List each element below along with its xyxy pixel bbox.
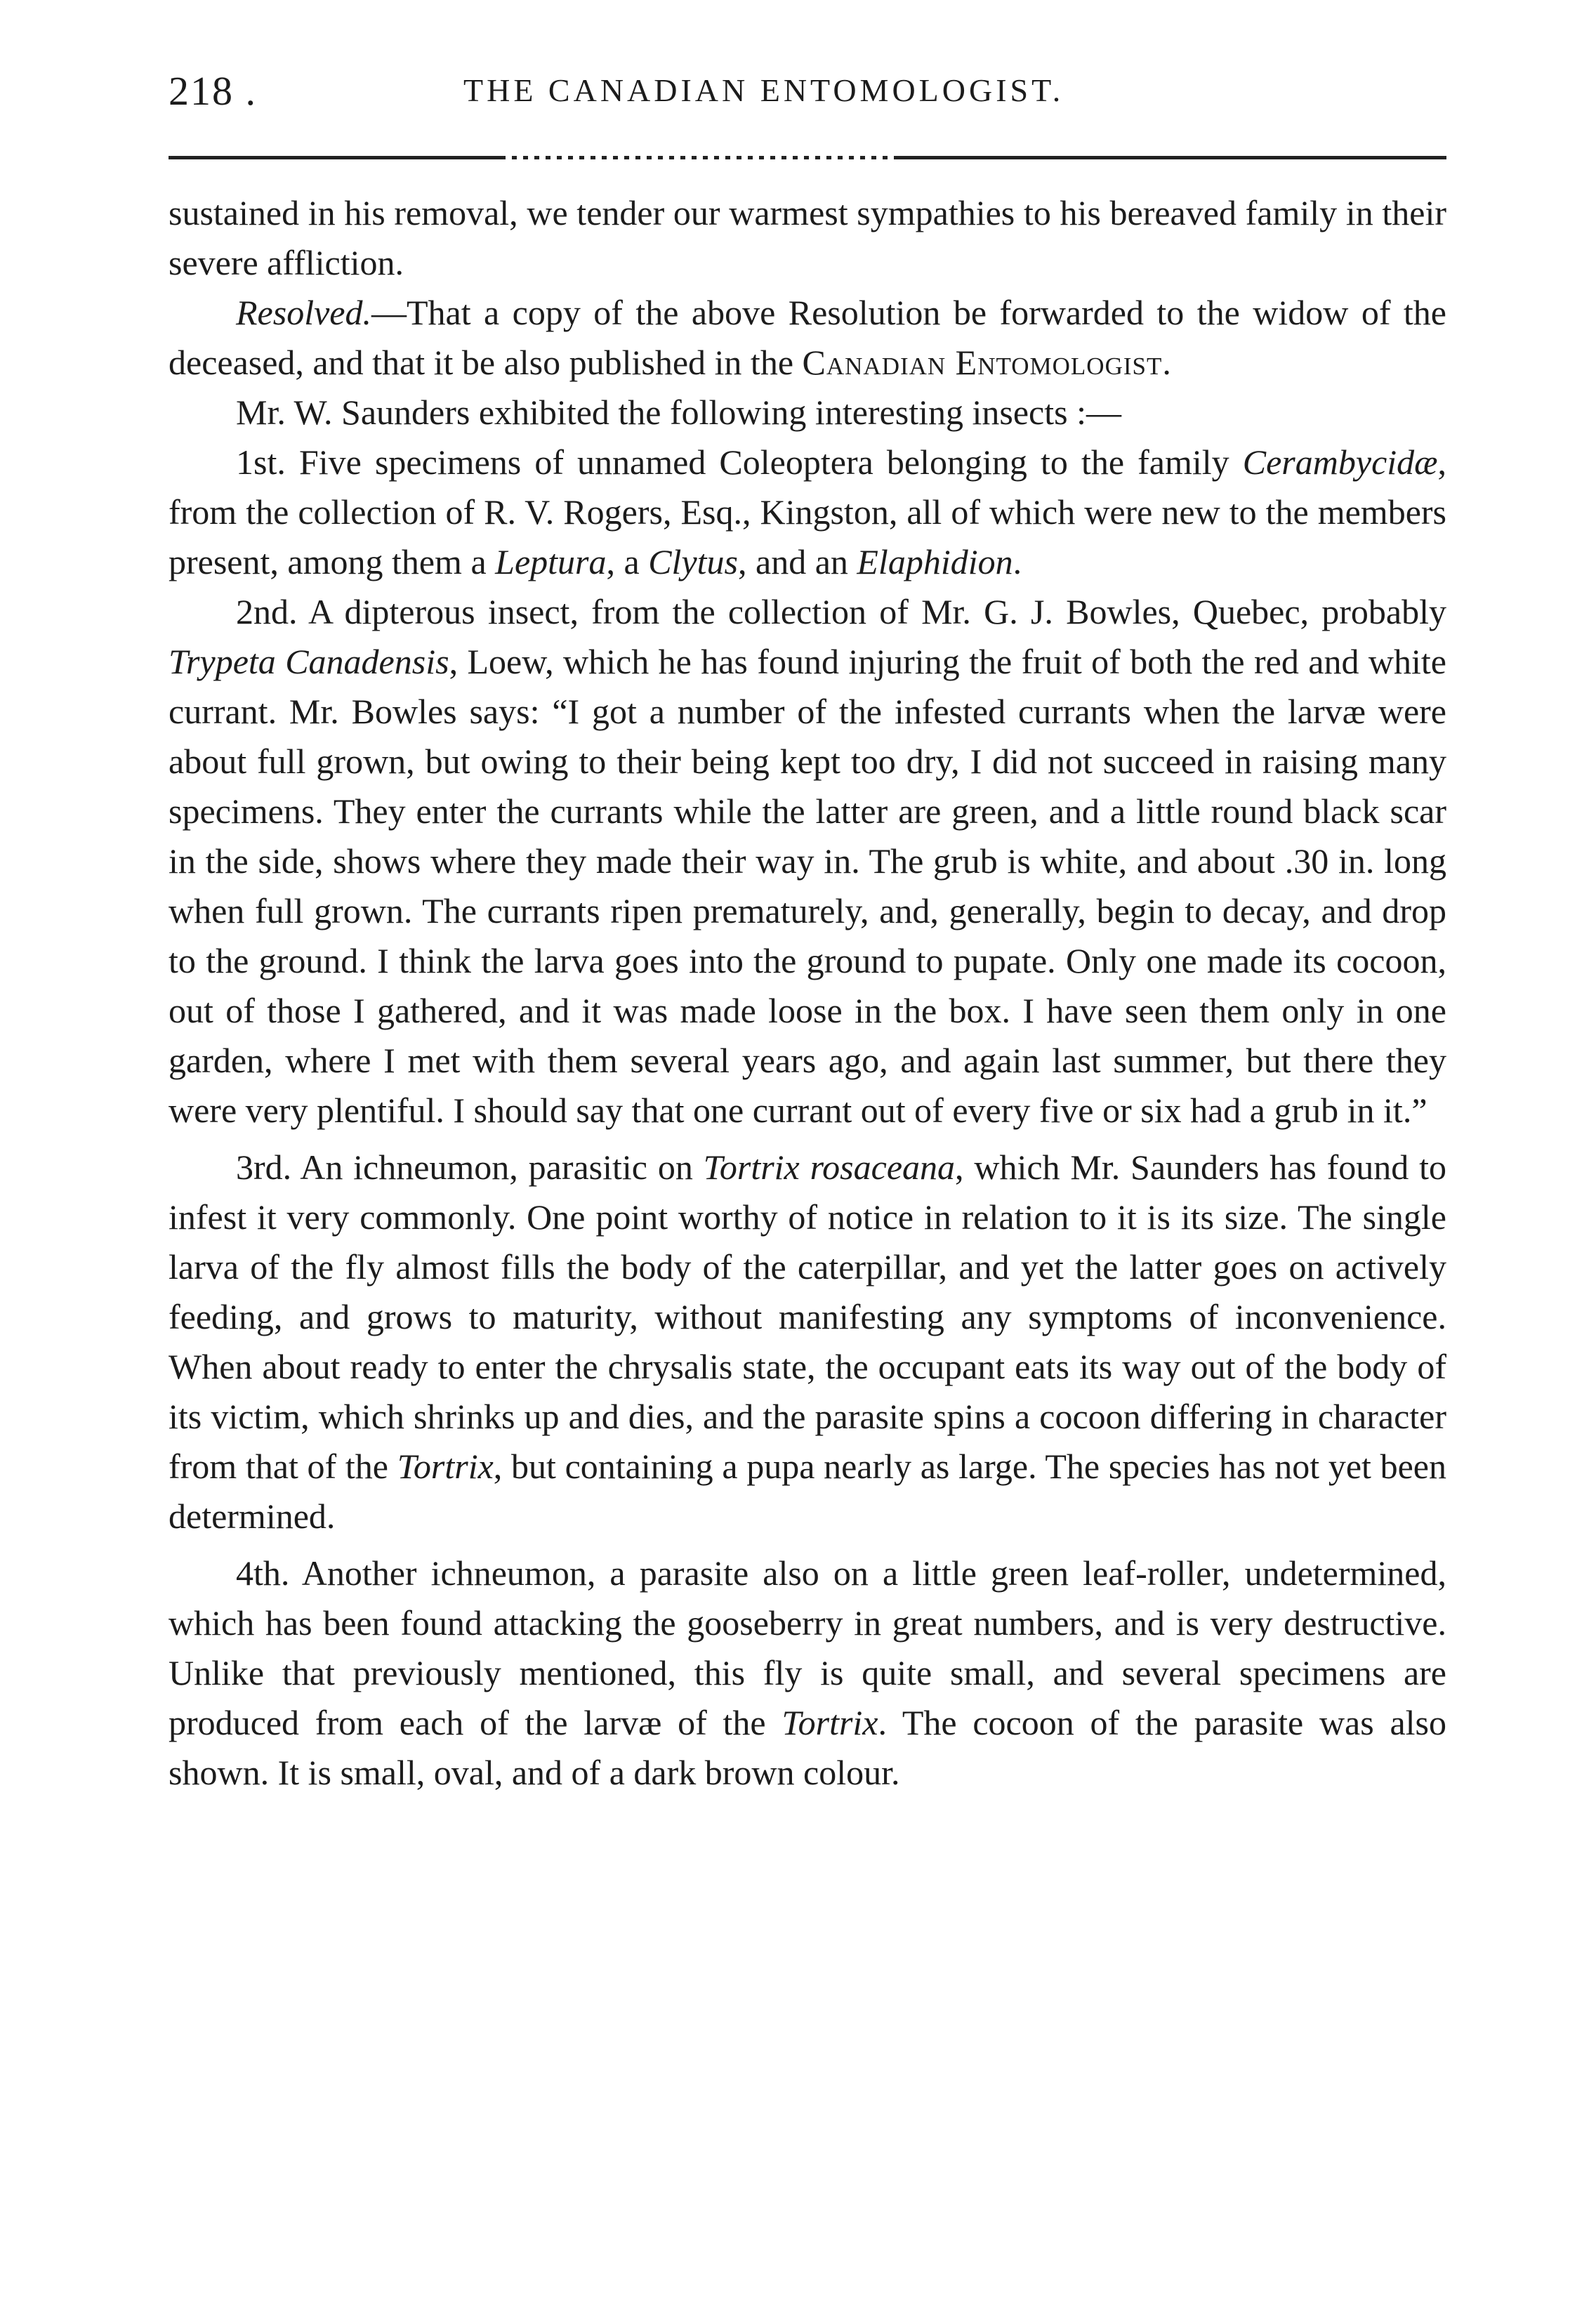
paragraph-text: —That a copy of the above Resolution be forwarded to the widow of the deceased, and that it be also published in the [169,293,1446,382]
text-run: 3rd. An ichneumon, parasitic on [236,1147,704,1187]
text-run: , from the collection of R. V. Rogers, Esq., Kingston, all of which were new to the members present, among them a [169,442,1446,581]
text-run: , Loew, which he has found injuring the fruit of both the red and white currant. Mr. Bowles says: “I got a number of the infested currants when the larvæ were about full grown, but owing to their being kept too dry, I did not succeed in raising many specimens. They enter the currants while the latter are green, and a little round black scar in the side, shows where they made their way in. The grub is white, and about .30 in. long when full grown. The currants ripen prematurely, and, generally, begin to decay, and drop to the ground. I think the larva goes into the ground to pupate. Only one made its cocoon, out of those I gathered, and it was made loose in the box. I have seen them only in one garden, where I met with them several years ago, and again last summer, but there they were very plentiful. I should say that one currant out of every five or six had a grub in it.” [169,642,1446,1130]
resolved-label: Resolved. [236,293,371,332]
paragraph-end: . [1162,343,1171,382]
page-header [169,67,1446,131]
taxon-name: Elaphidion [857,542,1013,581]
paragraph-second-exhibit [169,587,1446,1136]
text-run: 1st. Five specimens of unnamed Coleoptera belonging to the family [236,442,1243,482]
taxon-name: Tortrix [781,1703,878,1742]
paragraph-resolution [169,288,1446,388]
paragraph-third-exhibit [169,1143,1446,1541]
running-title: THE CANADIAN ENTOMOLOGIST. [463,72,1064,108]
paragraph-text: sustained in his removal, we tender our warmest sympathies to his bereaved family in their severe affliction. [169,193,1446,282]
paragraph-exhibit-intro [169,388,1446,437]
taxon-name: Tortrix rosaceana [703,1147,956,1187]
text-run: , a [606,542,649,581]
paragraph-fourth-exhibit [169,1548,1446,1798]
header-rule-broken-segment [506,149,899,166]
text-run: . [1013,542,1022,581]
paragraph-text: Mr. W. Saunders exhibited the following interesting insects :— [236,393,1121,432]
taxon-name: Trypeta Canadensis [169,642,449,681]
text-run: , which Mr. Saunders has found to infest it very commonly. One point worthy of notice in relation to it is its size. The single larva of the fly almost fills the body of the caterpillar, and yet the latter goes on actively feeding, and grows to maturity, without manifesting any symptoms of inconvenience. When about ready to enter the chrysalis state, the occupant eats its way out of the body of its victim, which shrinks up and dies, and the parasite spins a cocoon differing in character from that of the [169,1147,1446,1486]
paragraph-continuation [169,188,1446,288]
text-run: , but containing a pupa nearly as large. The species has not yet been determined. [169,1447,1446,1536]
taxon-name: Leptura [495,542,607,581]
journal-name: Canadian Entomologist [802,343,1163,382]
text-run: 2nd. A dipterous insect, from the collection of Mr. G. J. Bowles, Quebec, probably [236,592,1446,631]
page-number: 218 . [169,68,257,114]
text-run: , and an [738,542,857,581]
taxon-name: Cerambycidæ [1242,442,1438,482]
text-run: 4th. Another ichneumon, a parasite also on a little green leaf-roller, undetermined, which has been found attacking the gooseberry in great numbers, and is very destructive. Unlike that previously mentioned, this fly is quite small, and several specimens are produced from each of the larvæ of the [169,1553,1446,1742]
taxon-name: Clytus [648,542,738,581]
paragraph-first-exhibit [169,437,1446,587]
body-text [169,188,1446,1798]
taxon-name: Tortrix [397,1447,494,1486]
text-run: . The cocoon of the parasite was also shown. It is small, oval, and of a dark brown colour. [169,1703,1446,1792]
